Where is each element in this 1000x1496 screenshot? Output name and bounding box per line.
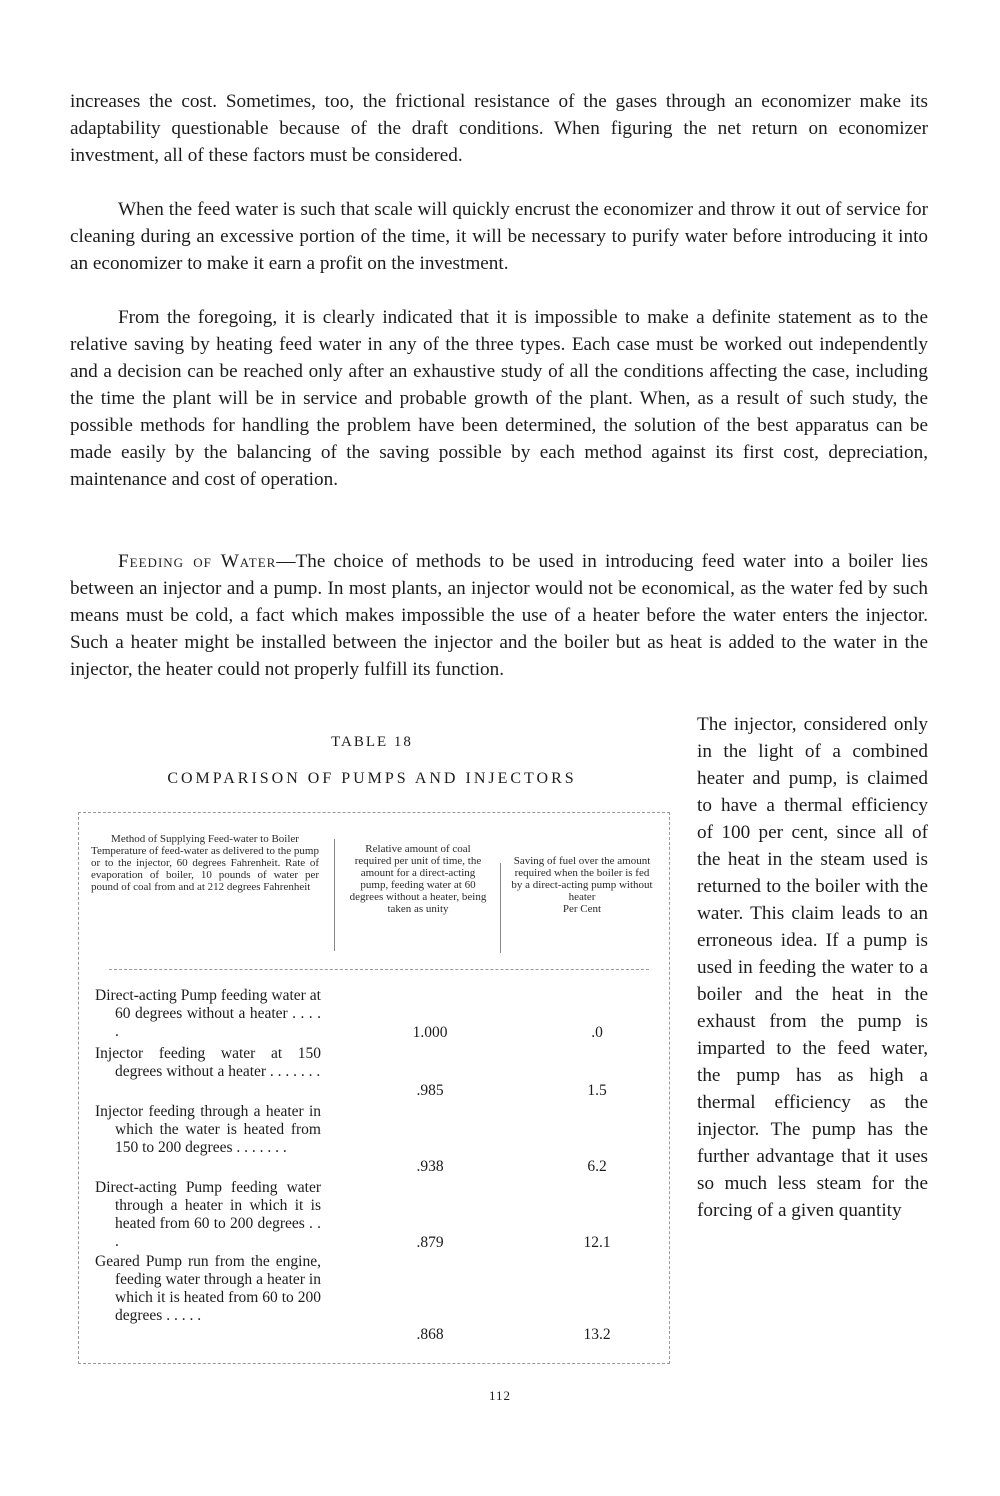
- paragraph-feeding-of-water: [70, 548, 928, 683]
- column-header-method-title: Method of Supplying Feed-water to Boiler: [111, 833, 299, 845]
- comparison-table: [78, 812, 670, 1364]
- feeding-of-water-body: —The choice of methods to be used in introducing feed water into a boiler lies between an injector and a pump. In most plants, an injector would not be economical, as the water fed by such means must be cold, a fact which makes impossible the use of a heater before the water enters the injector. Such a heater might be installed between the injector and the boiler but as heat is added to the water in the injector, the heater could not properly fulfill its function.: [70, 551, 928, 680]
- row-fuel-saving: .0: [591, 1024, 603, 1041]
- row-method: Geared Pump run from the engine, feeding water through a heater in which it is heated from 60 to 200 degrees . . . . .: [95, 1253, 321, 1324]
- row-relative-coal: .879: [416, 1234, 444, 1251]
- row-method: Injector feeding through a heater in which the water is heated from 150 to 200 degrees . . . . . . .: [95, 1103, 321, 1156]
- column-header-method-note: Temperature of feed-water as delivered to the pump or to the injector, 60 degrees Fahrenheit. Rate of evaporation of boiler, 10 pounds of water per pound of coal from and at 212 degrees Fahrenheit: [91, 845, 319, 893]
- column-header-method: [91, 833, 319, 893]
- section-heading-feeding-of-water: Feeding of Water: [118, 551, 277, 572]
- paragraph-feed-water-scale: When the feed water is such that scale will quickly encrust the economizer and throw it out of service for cleaning during an excessive portion of the time, it will be necessary to purify water before introducing it into an economizer to make it earn a profit on the investment.: [70, 199, 928, 274]
- paragraph-relative-saving: From the foregoing, it is clearly indicated that it is impossible to make a definite statement as to the relative saving by heating feed water in any of the three types. Each case must be worked out independently and a decision can be reached only after an exhaustive study of all the conditions affecting the case, including the time the plant will be in service and probable growth of the plant. When, as a result of such study, the possible methods for handling the problem have been determined, the solution of the best apparatus can be made easily by the balancing of the saving possible by each method against its first cost, depreciation, maintenance and cost of operation.: [70, 307, 928, 490]
- header-rule: [109, 969, 649, 970]
- row-fuel-saving: 1.5: [587, 1082, 607, 1099]
- column-header-relative-coal: Relative amount of coal required per unit of time, the amount for a direct-acting pump, feeding water at 60 degrees without a heater, being taken as unity: [349, 843, 487, 915]
- row-fuel-saving: 12.1: [583, 1234, 611, 1251]
- row-fuel-saving: 13.2: [583, 1326, 611, 1343]
- row-method: Injector feeding water at 150 degrees without a heater . . . . . . .: [95, 1045, 321, 1080]
- column-divider: [500, 863, 501, 953]
- row-relative-coal: .985: [416, 1082, 444, 1099]
- column-header-fuel-saving-text: Saving of fuel over the amount required when the boiler is fed by a direct-acting pump without heater: [511, 855, 653, 903]
- row-method: Direct-acting Pump feeding water at 60 degrees without a heater . . . . .: [95, 987, 321, 1040]
- side-column-text: The injector, considered only in the light of a combined heater and pump, is claimed to have a thermal efficiency of 100 per cent, since all of the heat in the steam used is returned to the boiler with the water. This claim leads to an erroneous idea. If a pump is used in feeding the water to a boiler and the heat in the exhaust from the pump is imparted to the feed water, the pump has as high a thermal efficiency as the injector. The pump has the further advantage that it uses so much less steam for the forcing of a given quantity: [697, 714, 928, 1221]
- page-number: 112: [488, 1388, 512, 1403]
- row-relative-coal: .938: [416, 1158, 444, 1175]
- column-header-fuel-saving-unit: Per Cent: [562, 903, 602, 915]
- column-header-fuel-saving: [511, 855, 653, 915]
- table-title: COMPARISON OF PUMPS AND INJECTORS: [167, 770, 577, 787]
- row-method: Direct-acting Pump feeding water through a heater in which it is heated from 60 to 200 degrees . . .: [95, 1179, 321, 1250]
- column-divider: [334, 839, 335, 951]
- row-relative-coal: .868: [416, 1326, 444, 1343]
- paragraph-economizer-cost: increases the cost. Sometimes, too, the frictional resistance of the gases through an economizer make its adaptability questionable because of the draft conditions. When figuring the net return on economizer investment, all of these factors must be considered.: [70, 91, 928, 166]
- row-fuel-saving: 6.2: [587, 1158, 607, 1175]
- table-number: TABLE 18: [331, 734, 413, 750]
- row-relative-coal: 1.000: [412, 1024, 448, 1041]
